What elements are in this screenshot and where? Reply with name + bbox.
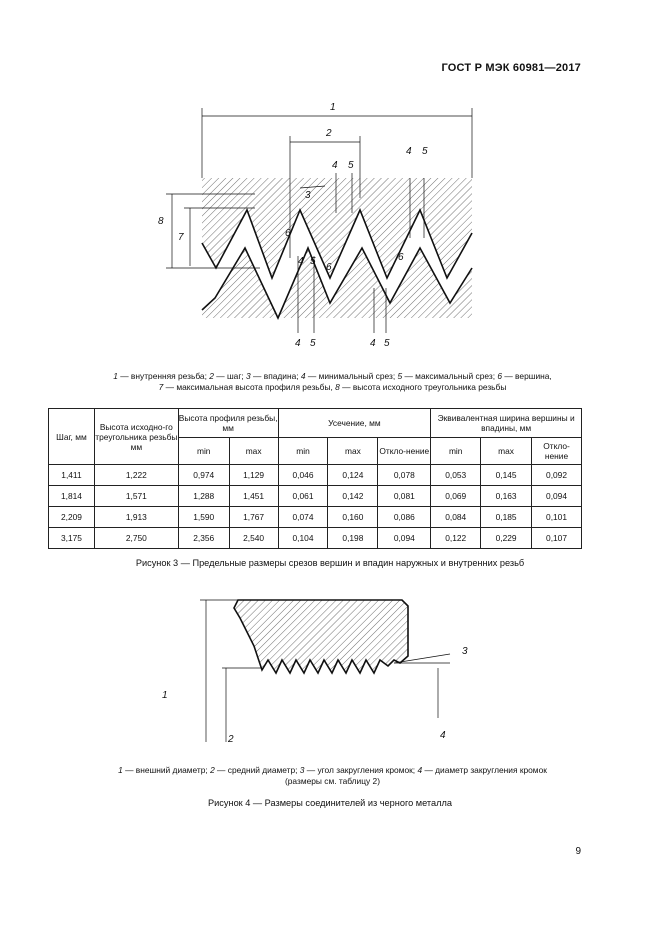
legend3-text-2: — шаг; xyxy=(213,371,247,381)
col-header-profile-height: Высота профиля резьбы, мм xyxy=(178,409,278,438)
table-cell: 0,198 xyxy=(328,528,378,549)
fig3-label-6-right: 6 xyxy=(398,252,404,263)
table-cell: 2,750 xyxy=(94,528,178,549)
table-cell: 0,092 xyxy=(532,465,582,486)
table-cell: 0,086 xyxy=(378,507,431,528)
legend4-num-3: 3 xyxy=(299,765,305,775)
fig3-label-2: 2 xyxy=(326,128,332,139)
legend3-text-8: — высота исходного треугольника резьбы xyxy=(339,381,507,392)
legend4-note: (размеры см. таблицу 2) xyxy=(284,775,380,786)
fig3-label-1: 1 xyxy=(330,102,336,113)
document-id: ГОСТ Р МЭК 60981—2017 xyxy=(441,62,581,74)
fig3-label-4-top: 4 xyxy=(332,160,338,171)
legend3-num-2: 2 xyxy=(209,371,214,381)
legend3-text-1: — внутренняя резьба; xyxy=(117,371,210,381)
table-cell: 2,356 xyxy=(178,528,229,549)
table-cell: 0,084 xyxy=(431,507,481,528)
subheader-cell: max xyxy=(229,438,278,465)
legend4-text-3: — угол закругления кромок; xyxy=(304,765,418,775)
table-cell: 0,974 xyxy=(178,465,229,486)
table-cell: 0,074 xyxy=(278,507,328,528)
table-cell: 0,078 xyxy=(378,465,431,486)
fig3-label-5-right: 5 xyxy=(422,146,428,157)
fig3-label-3: 3 xyxy=(305,190,311,201)
table-cell: 2,209 xyxy=(49,507,95,528)
subheader-cell: min xyxy=(178,438,229,465)
table-cell: 1,767 xyxy=(229,507,278,528)
table-cell: 0,145 xyxy=(481,465,532,486)
fig4-label-4: 4 xyxy=(440,730,446,741)
col-header-equivalent-width: Эквивалентная ширина вершины и впадины, мм xyxy=(431,409,582,438)
table-cell: 0,122 xyxy=(431,528,481,549)
figure3-legend xyxy=(60,371,605,392)
col-header-truncation: Усечение, мм xyxy=(278,409,431,438)
table-cell: 0,101 xyxy=(532,507,582,528)
subheader-cell: min xyxy=(431,438,481,465)
thread-dimensions-table xyxy=(48,408,582,549)
subheader-cell: min xyxy=(278,438,328,465)
table-cell: 0,142 xyxy=(328,486,378,507)
fig3-label-5-bottom-left: 5 xyxy=(310,338,316,349)
table-row xyxy=(49,465,582,486)
legend3-text-7: — максимальная высота профиля резьбы, xyxy=(163,381,336,392)
subheader-cell: Откло-нение xyxy=(532,438,582,465)
subheader-cell: Откло-нение xyxy=(378,438,431,465)
fig3-label-4-right: 4 xyxy=(406,146,412,157)
table-cell: 0,053 xyxy=(431,465,481,486)
table-cell: 0,163 xyxy=(481,486,532,507)
fig4-label-1: 1 xyxy=(162,690,168,701)
legend3-num-7: 7 xyxy=(158,381,164,392)
legend3-num-3: 3 xyxy=(246,371,251,381)
legend4-num-4: 4 xyxy=(417,765,423,775)
fig4-label-3: 3 xyxy=(462,646,468,657)
table-cell: 3,175 xyxy=(49,528,95,549)
legend3-num-5: 5 xyxy=(397,371,403,381)
fig3-label-5-top: 5 xyxy=(348,160,354,171)
fig3-label-5-mid: 5 xyxy=(310,256,316,267)
table-cell: 1,451 xyxy=(229,486,278,507)
legend3-text-3: — впадина; xyxy=(250,371,301,381)
legend3-num-6: 6 xyxy=(497,371,503,381)
table-cell: 0,069 xyxy=(431,486,481,507)
figure3-title: Рисунок 3 — Предельные размеры срезов вершин и впадин наружных и внутренних резьб xyxy=(135,558,525,568)
table-cell: 1,129 xyxy=(229,465,278,486)
table-cell: 0,104 xyxy=(278,528,328,549)
table-cell: 0,185 xyxy=(481,507,532,528)
legend4-num-1: 1 xyxy=(118,765,123,775)
fig3-label-6-left: 6 xyxy=(285,228,291,239)
fig3-label-4-bottom-right: 4 xyxy=(370,338,376,349)
table-cell: 0,107 xyxy=(532,528,582,549)
table-row xyxy=(49,528,582,549)
connector-dimensions-diagram xyxy=(150,588,490,753)
table-cell: 1,590 xyxy=(178,507,229,528)
table-cell: 1,222 xyxy=(94,465,178,486)
legend3-text-6: — вершина, xyxy=(502,371,552,381)
fig3-label-8: 8 xyxy=(158,216,164,227)
connector-body xyxy=(234,600,408,673)
legend3-text-5: — максимальный срез; xyxy=(402,371,498,381)
table-cell: 0,124 xyxy=(328,465,378,486)
table-cell: 1,571 xyxy=(94,486,178,507)
table-cell: 0,160 xyxy=(328,507,378,528)
table-row xyxy=(49,486,582,507)
figure4-legend xyxy=(60,765,605,786)
thread-profile-diagram xyxy=(150,98,490,353)
figure4-title: Рисунок 4 — Размеры соединителей из черного металла xyxy=(208,798,452,808)
table-cell: 0,061 xyxy=(278,486,328,507)
subheader-cell: max xyxy=(328,438,378,465)
table-cell: 1,411 xyxy=(49,465,95,486)
table-row xyxy=(49,507,582,528)
table-cell: 1,814 xyxy=(49,486,95,507)
legend4-num-2: 2 xyxy=(210,765,215,775)
fig3-label-4-bottom-left: 4 xyxy=(295,338,301,349)
legend3-text-4: — минимальный срез; xyxy=(305,371,398,381)
fig4-label-2: 2 xyxy=(228,734,234,745)
table-cell: 0,094 xyxy=(532,486,582,507)
fig3-label-7: 7 xyxy=(178,232,184,243)
table-header-row-1 xyxy=(49,409,582,438)
col-header-pitch: Шаг, мм xyxy=(49,409,95,465)
table-cell: 0,046 xyxy=(278,465,328,486)
legend3-num-1: 1 xyxy=(113,371,118,381)
legend4-text-4: — диаметр закругления кромок xyxy=(422,765,547,775)
table-cell: 0,081 xyxy=(378,486,431,507)
fig3-label-4-mid: 4 xyxy=(298,256,304,267)
legend3-num-4: 4 xyxy=(300,371,306,381)
legend4-text-2: — средний диаметр; xyxy=(214,765,300,775)
table-cell: 0,229 xyxy=(481,528,532,549)
table-cell: 1,288 xyxy=(178,486,229,507)
fig3-label-6-mid: 6 xyxy=(326,262,332,273)
page-number: 9 xyxy=(575,846,581,857)
legend3-num-8: 8 xyxy=(335,381,340,392)
col-header-triangle-height: Высота исходно-го треугольника резьбы мм xyxy=(94,409,178,465)
legend4-text-1: — внешний диаметр; xyxy=(122,765,211,775)
table-cell: 0,094 xyxy=(378,528,431,549)
fig3-label-5-bottom-right: 5 xyxy=(384,338,390,349)
subheader-cell: max xyxy=(481,438,532,465)
table-cell: 2,540 xyxy=(229,528,278,549)
table-cell: 1,913 xyxy=(94,507,178,528)
